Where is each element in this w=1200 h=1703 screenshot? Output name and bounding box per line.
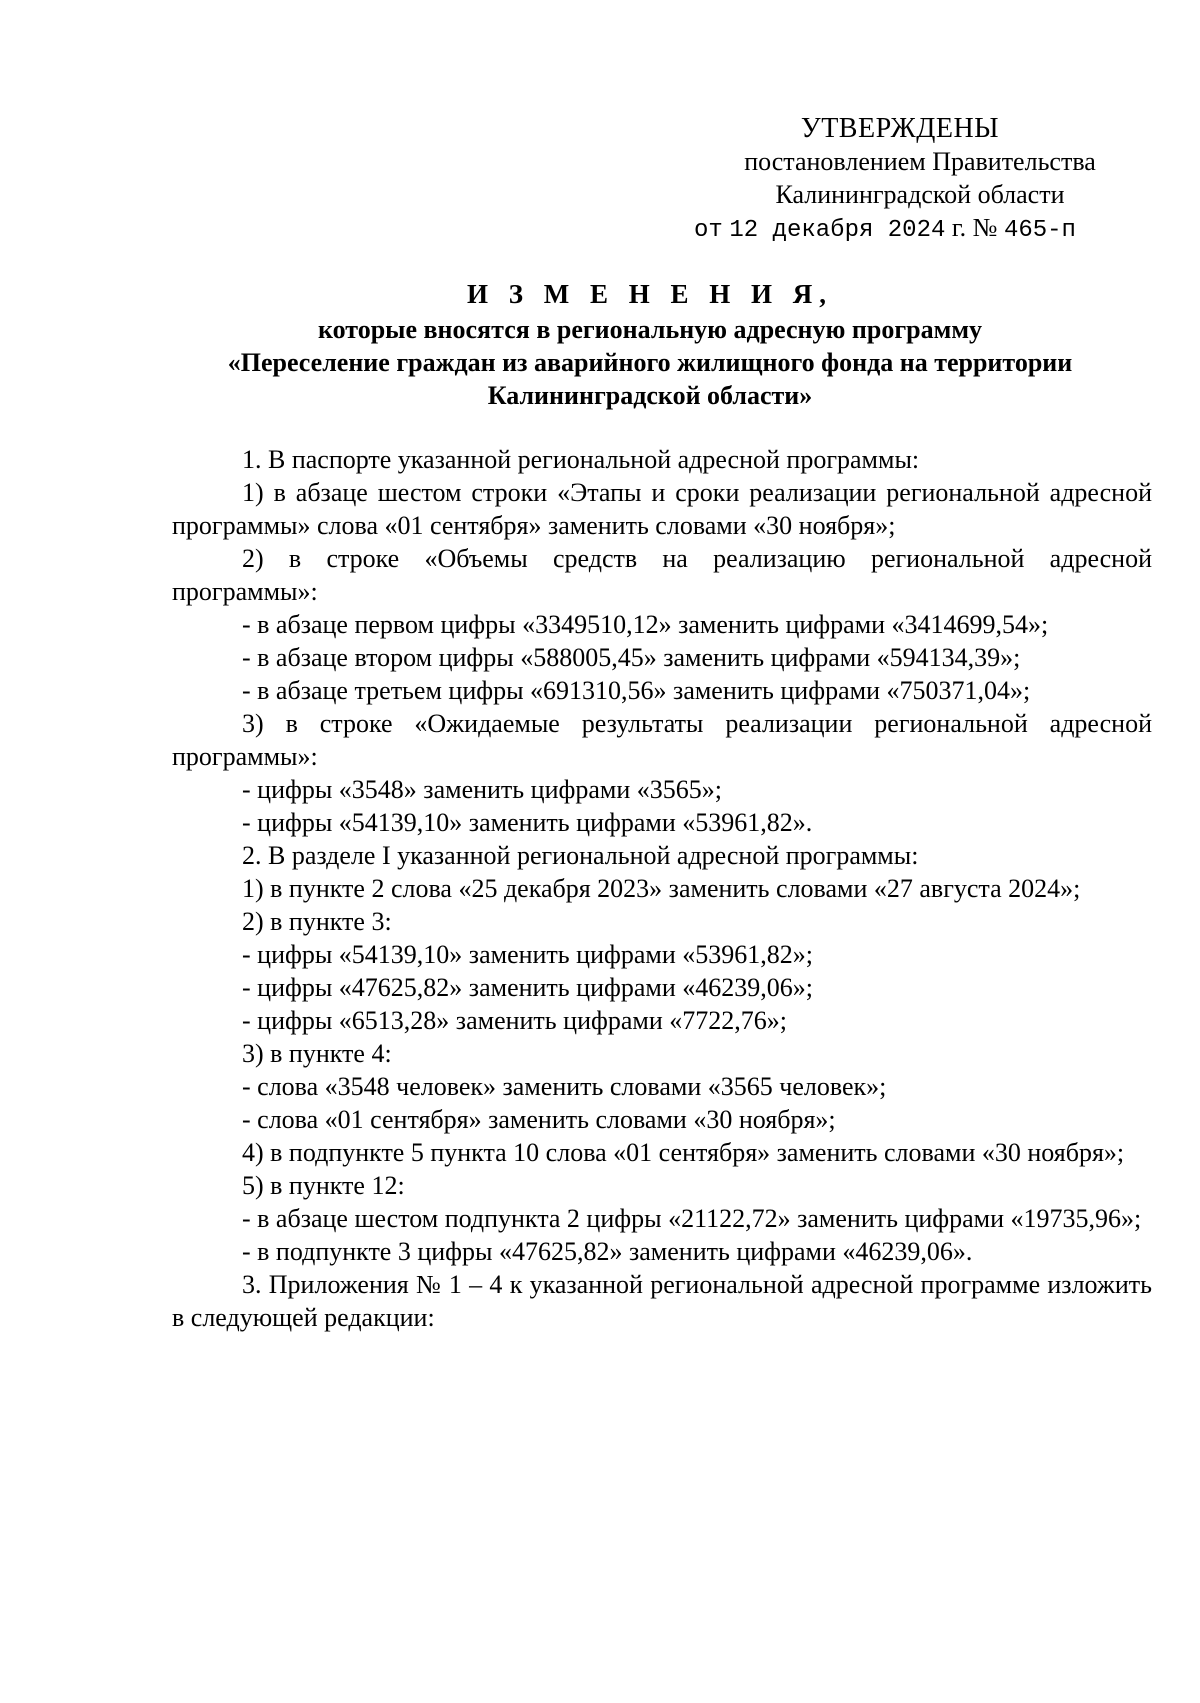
approval-date-line [650,211,1120,247]
paragraph: - слова «3548 человек» заменить словами «3565 человек»; [242,1072,887,1101]
approval-block [640,112,1120,247]
approval-date: 12 декабря 2024 [729,217,946,244]
paragraph: 1. В паспорте указанной региональной адресной программы: [242,445,920,474]
paragraph: - в абзаце третьем цифры «691310,56» заменить цифрами «750371,04»; [242,676,1031,705]
heading-line-1: которые вносятся в региональную адресную программу [317,315,983,344]
approval-number: 465-п [1003,217,1076,244]
paragraph: - в подпункте 3 цифры «47625,82» заменить цифрами «46239,06». [242,1237,973,1266]
heading-line-2: «Переселение граждан из аварийного жилищного фонда на территории [227,348,1073,377]
paragraph: 3. Приложения № 1 – 4 к указанной региональной адресной программе изложить в следующей редакции: [172,1270,1152,1332]
paragraph: - цифры «54139,10» заменить цифрами «53961,82». [242,808,813,837]
paragraph: - цифры «47625,82» заменить цифрами «46239,06»; [242,973,813,1002]
paragraph: 4) в подпункте 5 пункта 10 слова «01 сентября» заменить словами «30 ноября»; [242,1138,1125,1167]
heading-line-3: Калининградской области» [487,381,813,410]
paragraph: - цифры «3548» заменить цифрами «3565»; [242,775,722,804]
approval-title: УТВЕРЖДЕНЫ [800,113,1000,144]
paragraph: 5) в пункте 12: [242,1171,405,1200]
document-heading [150,278,1150,412]
paragraph: 1) в пункте 2 слова «25 декабря 2023» заменить словами «27 августа 2024»; [242,874,1081,903]
approval-line-resolution: постановлением Правительства [744,147,1096,176]
approval-line-region: Калининградской области [775,180,1065,209]
paragraph: 3) в строке «Ожидаемые результаты реализации региональной адресной программы»: [172,709,1152,771]
paragraph: - цифры «54139,10» заменить цифрами «53961,82»; [242,940,813,969]
document-title: И З М Е Н Е Н И Я, [466,279,833,309]
paragraph: - в абзаце втором цифры «588005,45» заменить цифрами «594134,39»; [242,643,1021,672]
paragraph: 2. В разделе I указанной региональной адресной программы: [242,841,919,870]
paragraph: 2) в пункте 3: [242,907,392,936]
approval-date-prefix: от [694,217,723,244]
paragraph: 1) в абзаце шестом строки «Этапы и сроки реализации региональной адресной программы» слова «01 сентября» заменить словами «30 ноября»; [172,478,1152,540]
paragraph: 3) в пункте 4: [242,1039,392,1068]
paragraph: - в абзаце первом цифры «3349510,12» заменить цифрами «3414699,54»; [242,610,1049,639]
document-body [172,443,1152,1334]
paragraph: 2) в строке «Объемы средств на реализацию региональной адресной программы»: [172,544,1152,606]
paragraph: - слова «01 сентября» заменить словами «30 ноября»; [242,1105,836,1134]
approval-date-suffix: г. № [951,213,998,242]
paragraph: - цифры «6513,28» заменить цифрами «7722,76»; [242,1006,787,1035]
paragraph: - в абзаце шестом подпункта 2 цифры «21122,72» заменить цифрами «19735,96»; [242,1204,1142,1233]
